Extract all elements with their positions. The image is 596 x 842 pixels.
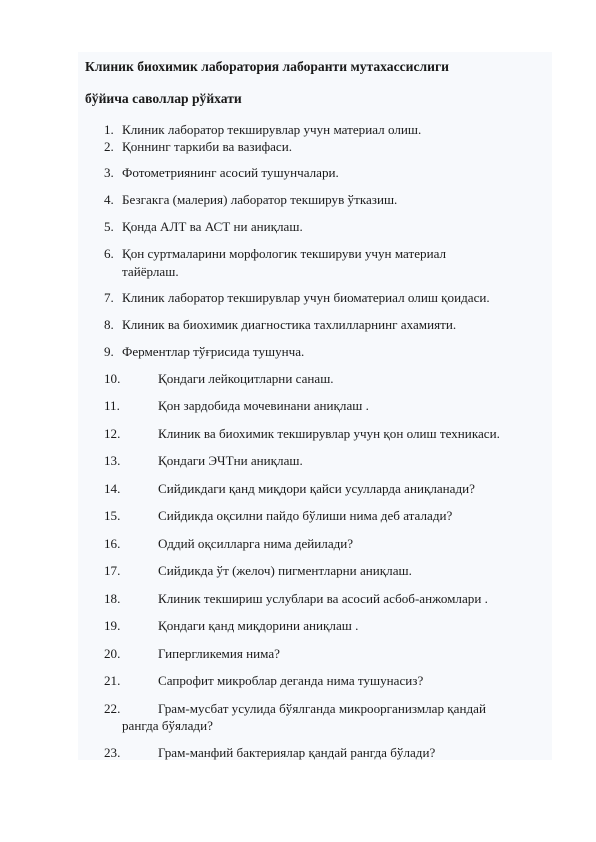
item-number: 19.	[104, 618, 121, 633]
item-text: Қондаги ЭЧТни аниқлаш.	[158, 453, 303, 468]
item-number: 2.	[104, 139, 114, 154]
item-number: 6.	[104, 246, 114, 261]
item-text: Фотометриянинг асосий тушунчалари.	[122, 165, 339, 180]
item-text: Клиник текшириш услублари ва асосий асбоб-анжомлари .	[158, 591, 488, 606]
item-text: Безгакга (малерия) лаборатор текширув ўтказиш.	[122, 192, 398, 207]
document-title-line-2: бўйича саволлар рўйхати	[85, 91, 242, 106]
item-text: Сийдикда ўт (желоч) пигментларни аниқлаш.	[158, 563, 412, 578]
item-number: 13.	[104, 453, 121, 468]
item-number: 11.	[104, 398, 120, 413]
item-text: Грам-мусбат усулида бўялганда микроорганизмлар қандай	[158, 701, 486, 716]
item-number: 16.	[104, 536, 121, 551]
item-text: Қоннинг таркиби ва вазифаси.	[122, 139, 292, 154]
item-number: 8.	[104, 317, 114, 332]
item-text: Ферментлар тўғрисида тушунча.	[122, 344, 305, 359]
item-number: 1.	[104, 122, 114, 137]
item-text: Сапрофит микроблар деганда нима тушунасиз?	[158, 673, 424, 688]
item-number: 14.	[104, 481, 121, 496]
item-number: 15.	[104, 508, 121, 523]
item-text: Сийдикдаги қанд миқдори қайси усулларда аниқланади?	[158, 481, 475, 496]
item-number: 18.	[104, 591, 121, 606]
item-text: Клиник лаборатор текширувлар учун биоматериал олиш қоидаси.	[122, 290, 490, 305]
item-text: Қондаги лейкоцитларни санаш.	[158, 371, 334, 386]
item-text: Қонда АЛТ ва АСТ ни аниқлаш.	[122, 219, 303, 234]
item-number: 17.	[104, 563, 121, 578]
item-text: Қондаги қанд миқдорини аниқлаш .	[158, 618, 359, 633]
item-number: 5.	[104, 219, 114, 234]
item-number: 4.	[104, 192, 114, 207]
item-number: 10.	[104, 371, 121, 386]
item-number: 12.	[104, 426, 121, 441]
item-text: Грам-манфий бактериялар қандай рангда бўлади?	[158, 745, 436, 760]
document-title-line-1: Клиник биохимик лаборатория лаборанти мутахассислиги	[85, 59, 449, 74]
item-number: 21.	[104, 673, 121, 688]
item-number: 9.	[104, 344, 114, 359]
item-text: Клиник лаборатор текширувлар учун материал олиш.	[122, 122, 422, 137]
item-text-continuation: рангда бўялади?	[122, 718, 213, 733]
item-text: Қон суртмаларини морфологик текшируви учун материал	[122, 246, 447, 261]
item-text: Клиник ва биохимик текширувлар учун қон олиш техникаси.	[158, 426, 500, 441]
item-text: Клиник ва биохимик диагностика тахлилларнинг ахамияти.	[122, 317, 457, 332]
item-text: Қон зардобида мочевинани аниқлаш .	[158, 398, 369, 413]
item-number: 7.	[104, 290, 114, 305]
item-number: 22.	[104, 701, 121, 716]
item-number: 23.	[104, 745, 121, 760]
item-number: 3.	[104, 165, 114, 180]
item-number: 20.	[104, 646, 121, 661]
item-text: Гипергликемия нима?	[158, 646, 280, 661]
item-text: Сийдикда оқсилни пайдо бўлиши нима деб аталади?	[158, 508, 453, 523]
item-text-continuation: тайёрлаш.	[122, 264, 179, 279]
item-text: Оддий оқсилларга нима дейилади?	[158, 536, 354, 551]
